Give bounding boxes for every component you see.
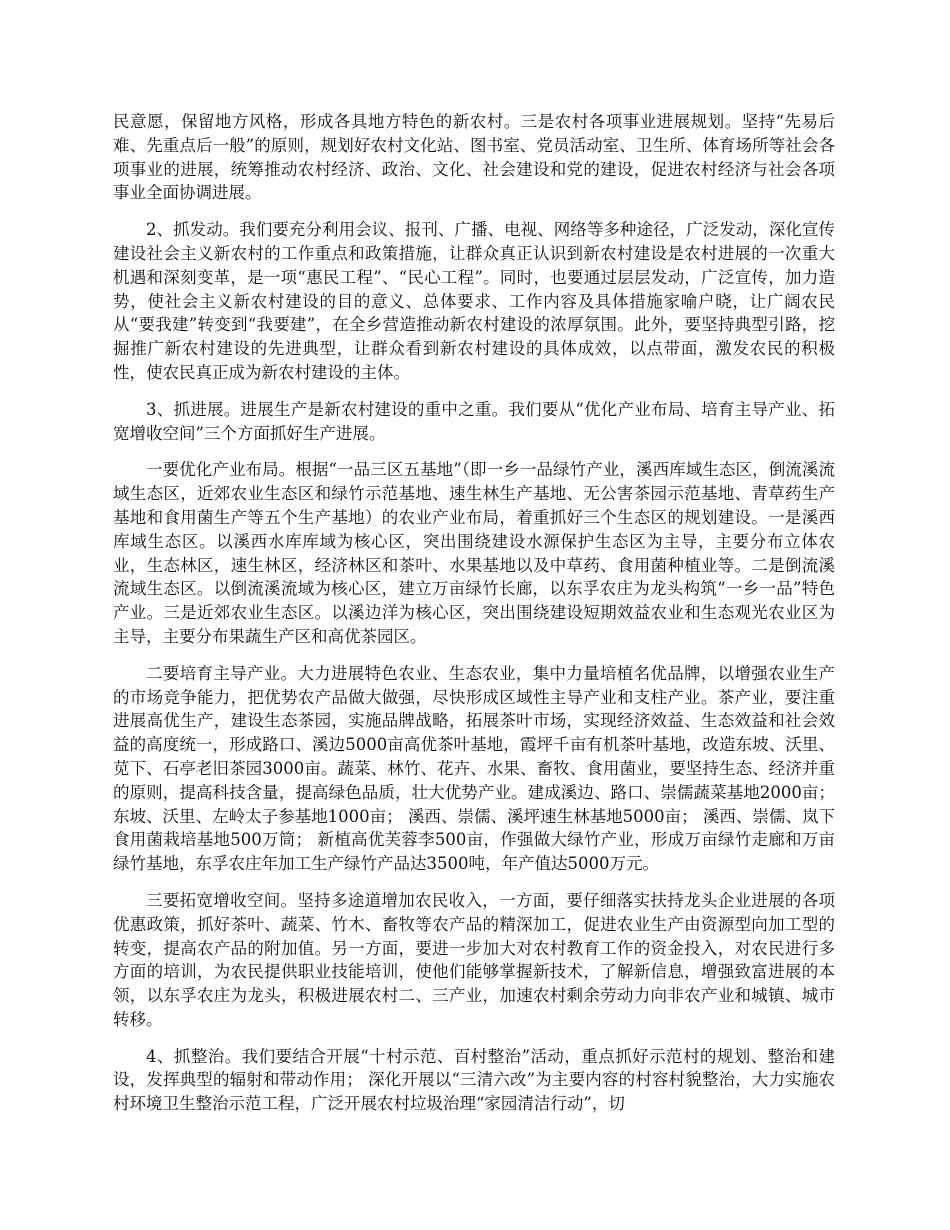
paragraph-leading-industry: 二要培育主导产业。大力进展特色农业、生态农业，集中力量培植名优品牌，以增强农业生产的市场竞争能力，把优势农产品做大做强，尽快形成区域性主导产业和支柱产业。茶产业，要注重进展高优生产，建设生态茶园，实施品牌战略，拓展茶叶市场，实现经济效益、生态效益和社会效益的高度统一，形成路口、溪边5000亩高优茶叶基地，霞坪千亩有机茶叶基地，改造东坡、沃里、苋下、石亭老旧茶园3000亩。蔬菜、林竹、花卉、水果、畜牧、食用菌业，要坚持生态、经济并重的原则，提高科技含量，提高绿色品质，壮大优势产业。建成溪边、路口、崇儒蔬菜基地2000亩； 东坡、沃里、左岭太子参基地1000亩； 溪西、崇儒、溪坪速生林基地5000亩； 溪西、崇儒、岚下食用菌栽培基地500万筒； 新植高优芙蓉李500亩，作强做大绿竹产业，形成万亩绿竹走廊和万亩绿竹基地，东孚农庄年加工生产绿竹产品达3500吨，年产值达5000万元。: [113, 663, 835, 874]
paragraph-industry-layout: 一要优化产业布局。根据“一品三区五基地”（即一乡一品绿竹产业，溪西库域生态区，倒流溪流域生态区，近郊农业生态区和绿竹示范基地、速生林生产基地、无公害茶园示范基地、青草药生产基地和食用菌生产等五个生产基地）的农业产业布局，着重抓好三个生态区的规划建设。一是溪西库域生态区。以溪西水库库域为核心区，突出围绕建设水源保护生态区为主导，主要分布立体农业，生态林区，速生林区，经济林区和茶叶、水果基地以及中草药、食用菌种植业等。二是倒流溪流域生态区。以倒流溪流域为核心区，建立万亩绿竹长廊，以东孚农庄为龙头构筑“一乡一品”特色产业。三是近郊农业生态区。以溪边洋为核心区，突出围绕建设短期效益农业和生态观光农业区为主导，主要分布果蔬生产区和高优茶园区。: [113, 460, 835, 646]
paragraph-income-growth: 三要拓宽增收空间。坚持多途道增加农民收入，一方面，要仔细落实扶持龙头企业进展的各项优惠政策，抓好茶叶、蔬菜、竹木、畜牧等农产品的精深加工，促进农业生产由资源型向加工型的转变，提高农产品的附加值。另一方面，要进一步加大对农村教育工作的资金投入，对农民进行多方面的培训，为农民提供职业技能培训，使他们能够掌握新技术，了解新信息，增强致富进展的本领，以东孚农庄为龙头，积极进展农村二、三产业，加速农村剩余劳动力向非农产业和城镇、城市转移。: [113, 890, 835, 1029]
document-body: [113, 110, 835, 1129]
paragraph-development: 3、抓进展。进展生产是新农村建设的重中之重。我们要从“优化产业布局、培育主导产业、拓宽增收空间”三个方面抓好生产进展。: [113, 399, 835, 443]
paragraph-rectification: 4、抓整治。我们要结合开展“十村示范、百村整治”活动，重点抓好示范村的规划、整治和建设，发挥典型的辐射和带动作用； 深化开展以“三清六改”为主要内容的村容村貌整治，大力实施农村环境卫生整治示范工程，广泛开展农村垃圾治理“家园清洁行动”，切: [113, 1046, 835, 1114]
paragraph-mobilization: 2、抓发动。我们要充分利用会议、报刊、广播、电视、网络等多种途径，广泛发动，深化宣传建设社会主义新农村的工作重点和政策措施，让群众真正认识到新农村建设是农村进展的一次重大机遇和深刻变革，是一项“惠民工程”、“民心工程”。同时，也要通过层层发动，广泛宣传，加力造势，使社会主义新农村建设的目的意义、总体要求、工作内容及具体措施家喻户晓，让广阔农民从“要我建”转变到“我要建”，在全乡营造推动新农村建设的浓厚氛围。此外，要坚持典型引路，挖掘推广新农村建设的先进典型，让群众看到新农村建设的具体成效，以点带面，激发农民的积极性，使农民真正成为新农村建设的主体。: [113, 220, 835, 382]
paragraph-continuation: 民意愿，保留地方风格，形成各具地方特色的新农村。三是农村各项事业进展规划。坚持“先易后难、先重点后一般”的原则，规划好农村文化站、图书室、党员活动室、卫生所、体育场所等社会各项事业的进展，统筹推动农村经济、政治、文化、社会建设和党的建设，促进农村经济与社会各项事业全面协调进展。: [113, 112, 835, 203]
